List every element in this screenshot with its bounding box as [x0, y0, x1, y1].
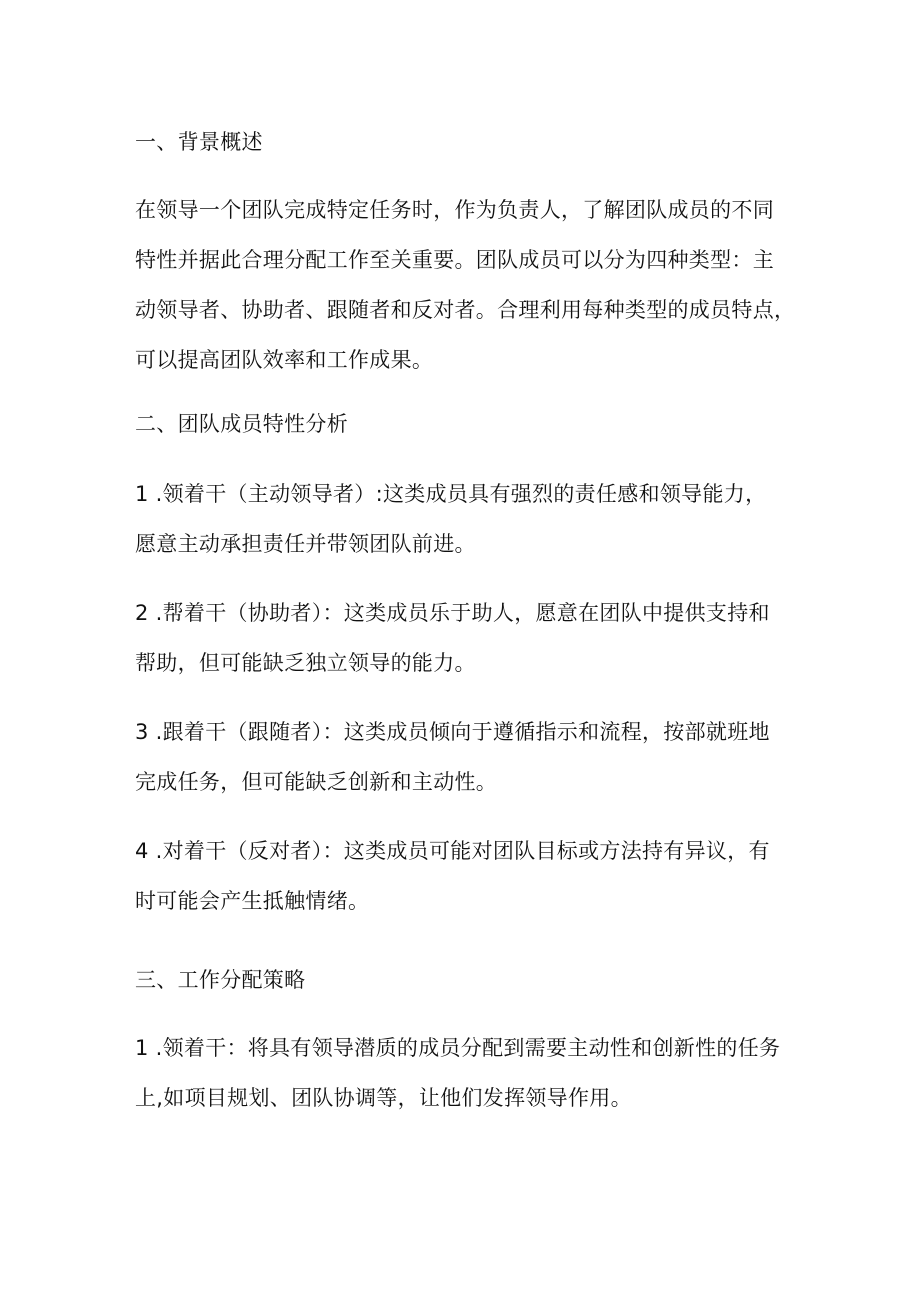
- list-item-opponent: [135, 833, 800, 919]
- list-item-helper: [135, 595, 800, 681]
- paragraph-line: 可以提高团队效率和工作成果。: [135, 348, 434, 372]
- list-item-line: 帮助，但可能缺乏独立领导的能力。: [135, 651, 476, 675]
- list-item-line: 3 .跟着干（跟随者）：这类成员倾向于遵循指示和流程，按部就班地: [135, 720, 770, 744]
- list-item-line: 时可能会产生抵触情绪。: [135, 889, 370, 913]
- list-item-follower: [135, 714, 800, 800]
- background-paragraph: [135, 192, 800, 378]
- list-item-line: 4 .对着干（反对者）：这类成员可能对团队目标或方法持有异议，有: [135, 839, 770, 863]
- list-item-leader: [135, 476, 800, 562]
- paragraph-line: 在领导一个团队完成特定任务时，作为负责人，了解团队成员的不同: [135, 198, 774, 222]
- section-heading-background: 一、背景概述: [135, 130, 263, 154]
- section-heading-member-analysis: 二、团队成员特性分析: [135, 412, 348, 436]
- list-item-line: 愿意主动承担责任并带领团队前进。: [135, 532, 476, 556]
- list-item-line: 2 .帮着干（协助者）：这类成员乐于助人，愿意在团队中提供支持和: [135, 601, 770, 625]
- paragraph-line: 特性并据此合理分配工作至关重要。团队成员可以分为四种类型：主: [135, 248, 774, 272]
- section-heading-work-allocation: 三、工作分配策略: [135, 968, 306, 992]
- list-item-line: 完成任务，但可能缺乏创新和主动性。: [135, 770, 498, 794]
- paragraph-line: 动领导者、协助者、跟随者和反对者。合理利用每种类型的成员特点，: [135, 298, 796, 322]
- list-item-strategy-leader: [135, 1030, 800, 1116]
- list-item-line: 1 .领着干（主动领导者）:这类成员具有强烈的责任感和领导能力，: [135, 482, 767, 506]
- list-item-line: 上,如项目规划、团队协调等，让他们发挥领导作用。: [135, 1086, 632, 1110]
- list-item-line: 1 .领着干：将具有领导潜质的成员分配到需要主动性和创新性的任务: [135, 1036, 781, 1060]
